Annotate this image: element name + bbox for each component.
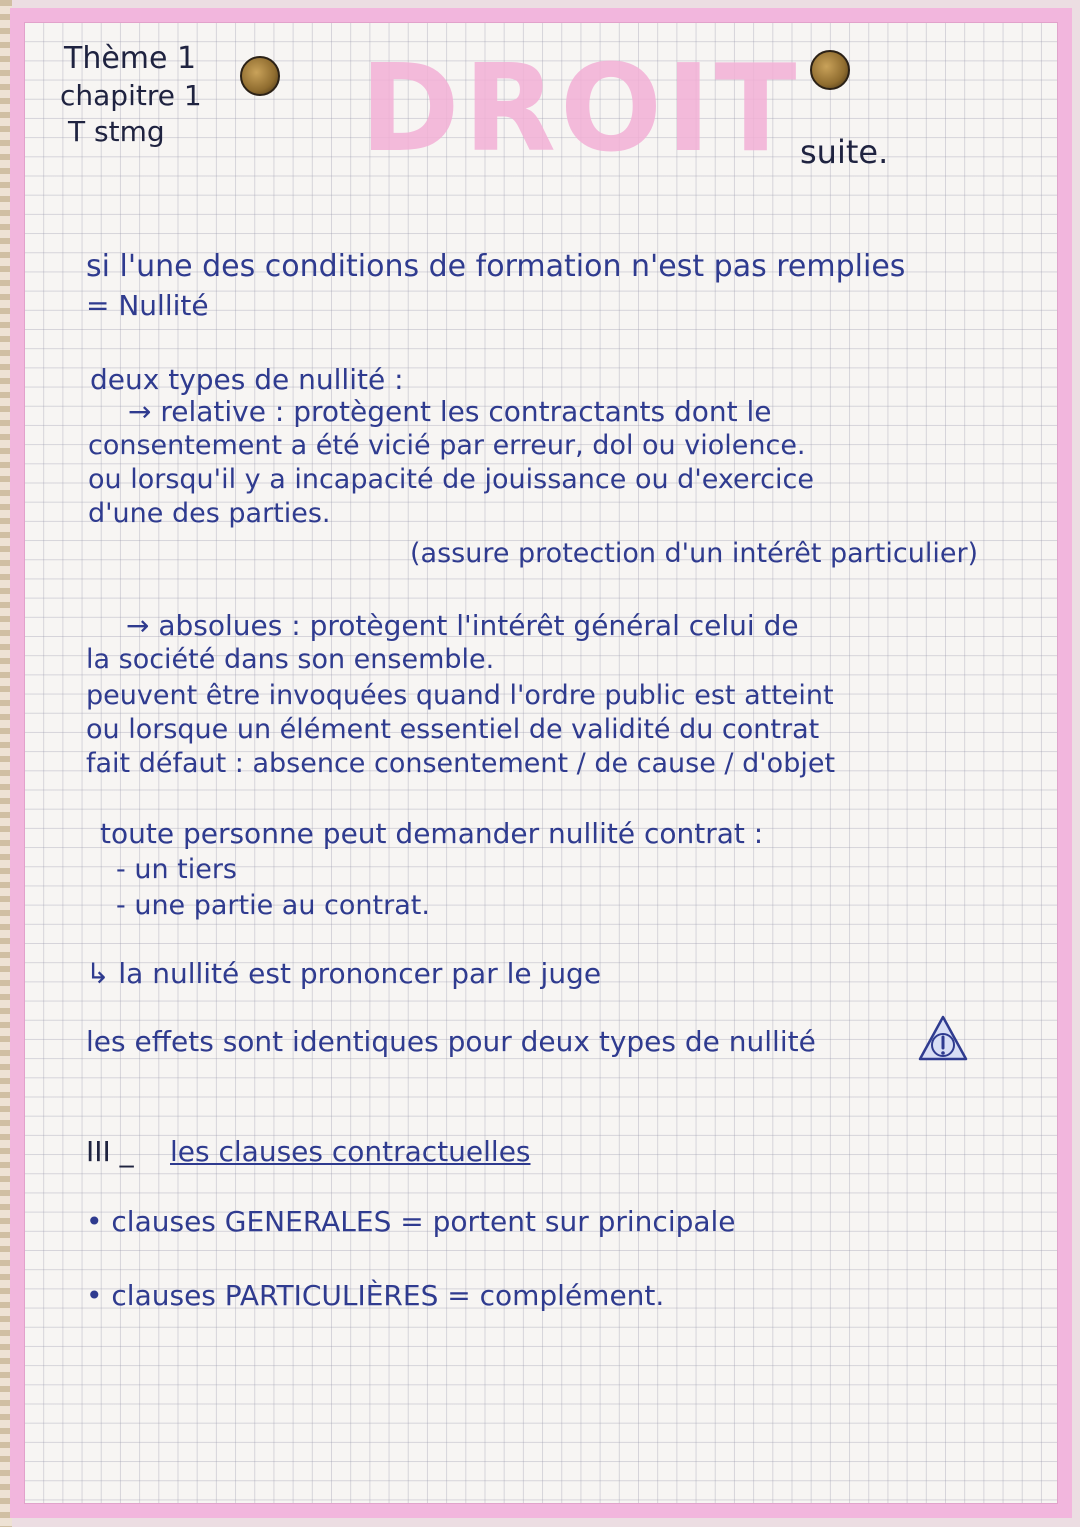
header-chapitre: chapitre 1 [60,79,202,112]
demande-item-1: - un tiers [116,854,237,885]
relative-line-3: ou lorsqu'il y a incapacité de jouissance ou d'exercice [88,464,814,495]
section-3-number: III _ [86,1135,134,1168]
clause-particulieres: • clauses PARTICULIÈRES = complément. [86,1279,665,1312]
clause-generales: • clauses GENERALES = portent sur principale [86,1205,736,1238]
relative-line-2: consentement a été vicié par erreur, dol ou violence. [88,430,806,461]
section-3-title: les clauses contractuelles [170,1135,531,1168]
types-heading: deux types de nullité : [90,363,404,396]
absolues-line-5: fait défaut : absence consentement / de cause / d'objet [86,748,836,779]
header-theme: Thème 1 [64,41,197,76]
absolues-line-3: peuvent être invoquées quand l'ordre public est atteint [86,680,834,711]
absolues-line-4: ou lorsque un élément essentiel de validité du contrat [86,714,820,745]
demande-line-1: toute personne peut demander nullité contrat : [100,817,764,850]
intro-line-1: si l'une des conditions de formation n'est pas remplies [86,249,906,284]
page-title: DROIT [360,40,801,179]
header-classe: T stmg [68,115,165,148]
absolues-line-1: → absolues : protègent l'intérêt général celui de [126,609,799,642]
conclusion-line-1: ↳ la nullité est prononcer par le juge [86,957,602,990]
relative-note: (assure protection d'un intérêt particulier) [410,538,979,569]
intro-line-2: = Nullité [86,289,209,322]
header-suite: suite. [800,133,889,171]
absolues-line-2: la société dans son ensemble. [86,644,495,675]
relative-line-1: → relative : protègent les contractants dont le [128,395,772,428]
warning-icon [916,1012,970,1066]
punch-hole-left [240,56,280,96]
conclusion-line-2: les effets sont identiques pour deux types de nullité [86,1025,816,1058]
relative-line-4: d'une des parties. [88,498,331,529]
punch-hole-right [810,50,850,90]
demande-item-2: - une partie au contrat. [116,890,430,921]
